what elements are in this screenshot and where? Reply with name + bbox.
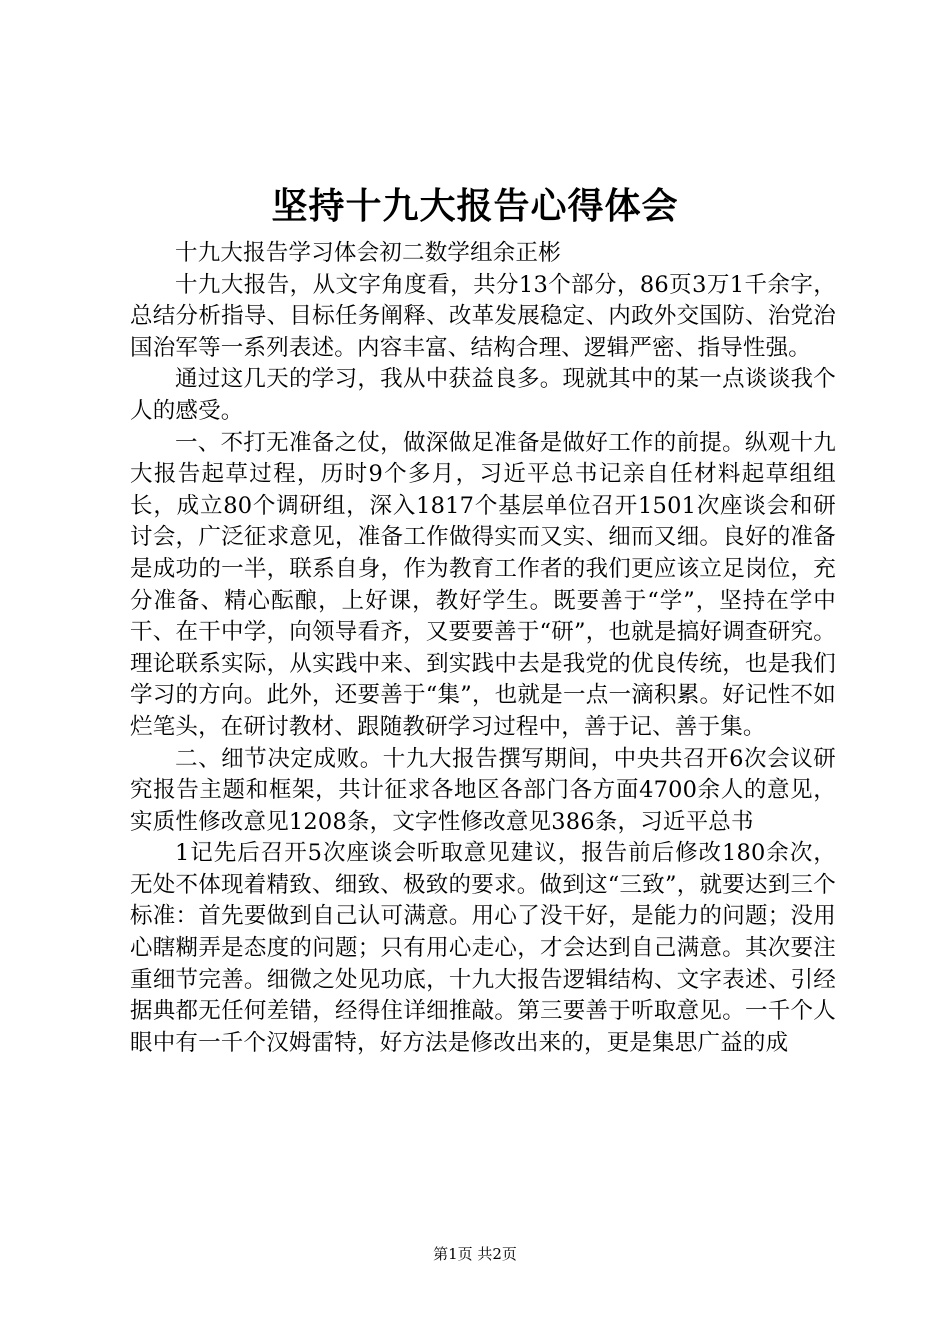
transition-paragraph: 通过这几天的学习，我从中获益良多。现就其中的某一点谈谈我个人的感受。 — [130, 366, 836, 424]
intro-paragraph: 十九大报告，从文字角度看，共分13个部分，86页3万1千余字，总结分析指导、目标任务阐释、改革发展稳定、内政外交国防、治党治国治军等一系列表述。内容丰富、结构合理、逻辑严密、指导性强。 — [130, 271, 836, 361]
continuation-paragraph: 1记先后召开5次座谈会听取意见建议，报告前后修改180余次，无处不体现着精致、细致、极致的要求。做到这“三致”，就要达到三个标准：首先要做到自己认可满意。用心了没干好，是能力的问题；没用心瞎糊弄是态度的问题；只有用心走心，才会达到自己满意。其次要注重细节完善。细微之处见功底，十九大报告逻辑结构、文字表述、引经据典都无任何差错，经得住详细推敲。第三要善于听取意见。一千个人眼中有一千个汉姆雷特，好方法是修改出来的，更是集思广益的成 — [130, 840, 836, 1056]
document-body — [130, 238, 836, 1059]
page-footer: 第1页 共2页 — [433, 1245, 517, 1263]
point-one-paragraph: 一、不打无准备之仗，做深做足准备是做好工作的前提。纵观十九大报告起草过程，历时9个多月，习近平总书记亲自任材料起草组组长，成立80个调研组，深入1817个基层单位召开1501次座谈会和研讨会，广泛征求意见，准备工作做得实而又实、细而又细。良好的准备是成功的一半，联系自身，作为教育工作者的我们更应该立足岗位，充分准备、精心酝酿，上好课，教好学生。既要善于“学”，坚持在学中干、在干中学，向领导看齐，又要要善于“研”，也就是搞好调查研究。理论联系实际，从实践中来、到实践中去是我党的优良传统，也是我们学习的方向。此外，还要善于“集”，也就是一点一滴积累。好记性不如烂笔头，在研讨教材、跟随教研学习过程中，善于记、善于集。 — [130, 429, 836, 740]
byline-paragraph: 十九大报告学习体会初二数学组余正彬 — [175, 240, 561, 266]
point-two-paragraph: 二、细节决定成败。十九大报告撰写期间，中央共召开6次会议研究报告主题和框架，共计征求各地区各部门各方面4700余人的意见，实质性修改意见1208条，文字性修改意见386条，习近平总书 — [130, 745, 836, 835]
document-title: 坚持十九大报告心得体会 — [271, 186, 679, 227]
